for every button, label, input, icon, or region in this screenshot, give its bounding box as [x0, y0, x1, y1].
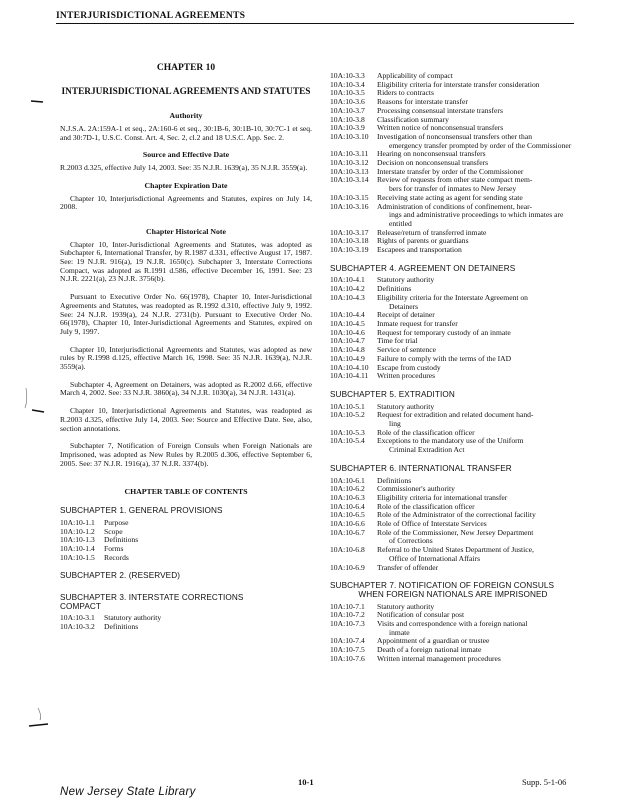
toc-title: Role of the classification officer	[377, 501, 475, 511]
toc-title: Riders to contracts	[377, 88, 434, 98]
toc-code: 10A:10-6.4	[330, 501, 365, 511]
toc-title-continued: of Corrections	[389, 536, 433, 546]
toc-item[interactable]	[330, 372, 576, 381]
subchapter-6-list	[330, 477, 576, 573]
toc-title-continued: inmate	[389, 627, 410, 637]
toc-title: Forms	[104, 543, 124, 553]
source-text: R.2003 d.325, effective July 14, 2003. See: 35 N.J.R. 1639(a), 35 N.J.R. 3559(a).	[60, 163, 308, 173]
toc-title	[377, 133, 576, 150]
toc-title: Definitions	[104, 622, 139, 632]
toc-title: Escapees and transportation	[377, 245, 462, 255]
history-heading: Chapter Historical Note	[146, 226, 226, 236]
toc-item[interactable]	[330, 276, 576, 285]
toc-title: Appointment of a guardian or trustee	[377, 636, 490, 646]
toc-code: 10A:10-7.1	[330, 601, 365, 611]
subchapter-3-continued-list	[330, 72, 576, 255]
toc-title: Written notice of nonconsensual transfers	[377, 123, 504, 133]
toc-code: 10A:10-4.10	[330, 362, 369, 372]
toc-title-line: Review of requests from other state compact mem-	[377, 175, 533, 185]
subchapter-5-list	[330, 403, 576, 455]
toc-code: 10A:10-3.11	[330, 149, 369, 159]
subchapter-7-heading-line-1: SUBCHAPTER 7. NOTIFICATION OF FOREIGN CONSULS	[330, 581, 555, 591]
toc-title-line: Role of the Commissioner, New Jersey Department	[377, 527, 534, 537]
toc-item[interactable]	[330, 81, 576, 90]
toc-code: 10A:10-1.2	[60, 526, 95, 536]
toc-title: Statutory authority	[104, 613, 162, 623]
toc-code: 10A:10-7.6	[330, 653, 365, 663]
subchapter-2-heading: SUBCHAPTER 2. (RESERVED)	[60, 571, 181, 581]
toc-title-continued: Criminal Extradition Act	[389, 445, 465, 455]
toc-title: Receipt of detainer	[377, 310, 435, 320]
toc-code: 10A:10-6.5	[330, 510, 365, 520]
toc-item[interactable]	[60, 614, 312, 623]
toc-code: 10A:10-7.4	[330, 636, 365, 646]
toc-code: 10A:10-5.3	[330, 427, 365, 437]
toc-item[interactable]	[330, 176, 576, 193]
toc-item[interactable]	[60, 536, 312, 545]
toc-code: 10A:10-4.8	[330, 345, 365, 355]
toc-item[interactable]	[60, 554, 312, 563]
chapter-title: INTERJURISDICTIONAL AGREEMENTS AND STATUTES	[61, 86, 311, 97]
toc-title: Rights of parents or guardians	[377, 236, 469, 246]
subchapter-3-list	[60, 614, 312, 631]
toc-title	[377, 529, 576, 546]
toc-code: 10A:10-3.6	[330, 97, 365, 107]
toc-title: Death of a foreign national inmate	[377, 645, 482, 655]
subchapter-5-heading: SUBCHAPTER 5. EXTRADITION	[330, 389, 455, 399]
toc-title: Statutory authority	[377, 601, 435, 611]
toc-title-line: Visits and correspondence with a foreign national	[377, 619, 528, 629]
toc-item[interactable]	[330, 329, 576, 338]
toc-title	[377, 546, 576, 563]
toc-title: Escape from custody	[377, 362, 441, 372]
toc-item[interactable]	[60, 545, 312, 554]
toc-code: 10A:10-4.2	[330, 284, 365, 294]
toc-title	[377, 176, 576, 193]
subchapter-1-list	[60, 519, 312, 563]
toc-code: 10A:10-1.3	[60, 535, 95, 545]
toc-code: 10A:10-1.5	[60, 552, 95, 562]
toc-code: 10A:10-3.8	[330, 114, 365, 124]
supplement-date: Supp. 5-1-06	[522, 777, 567, 787]
toc-title: Definitions	[104, 535, 139, 545]
toc-title: Reasons for interstate transfer	[377, 97, 468, 107]
subchapter-4-list	[330, 276, 576, 380]
toc-code: 10A:10-7.2	[330, 610, 365, 620]
toc-title: Time for trial	[377, 336, 418, 346]
toc-item[interactable]	[330, 564, 576, 573]
toc-title-continued: Detainers	[389, 301, 419, 311]
toc-title: Applicability of compact	[377, 71, 453, 80]
toc-item[interactable]	[330, 655, 576, 664]
expiration-text: Chapter 10, Interjurisdictional Agreements and Statutes, expires on July 14, 2008.	[60, 193, 312, 212]
toc-code: 10A:10-3.15	[330, 192, 369, 202]
toc-title-line: Eligibility criteria for the Interstate Agreement on	[377, 292, 528, 302]
toc-title-continued: Office of International Affairs	[389, 553, 481, 563]
toc-code: 10A:10-6.2	[330, 484, 365, 494]
toc-title: Receiving state acting as agent for sending state	[377, 192, 523, 202]
toc-code: 10A:10-1.1	[60, 517, 95, 527]
toc-title: Notification of consular post	[377, 610, 465, 620]
toc-code: 10A:10-3.7	[330, 105, 365, 115]
history-paragraph: Subchapter 7, Notification of Foreign Consuls when Foreign Nationals are Imprisoned, was adopted as New Rules by R.2005 d.306, effective September 6, 2005. See: 37 N.J.R. 1916(a), 37 N.J.R. 3374(b).	[60, 441, 312, 468]
toc-code: 10A:10-5.4	[330, 436, 365, 446]
toc-code: 10A:10-6.8	[330, 545, 365, 555]
library-watermark: New Jersey State Library	[60, 786, 196, 798]
history-paragraph: Chapter 10, Interjurisdictional Agreements and Statutes, was readopted as R.2003 d.325, effective July 14, 2003. See: Source and Effective Date. See, also, section annotations.	[60, 406, 312, 433]
toc-title-line: Administration of conditions of confinement, hear-	[377, 201, 533, 211]
toc-code: 10A:10-3.2	[60, 622, 95, 632]
toc-item[interactable]	[330, 107, 576, 116]
toc-item[interactable]	[330, 133, 576, 150]
toc-title: Definitions	[377, 475, 412, 485]
toc-item[interactable]	[60, 519, 312, 528]
toc-code: 10A:10-3.10	[330, 131, 369, 141]
toc-item[interactable]	[330, 411, 576, 428]
subchapter-4-heading: SUBCHAPTER 4. AGREEMENT ON DETAINERS	[330, 263, 516, 273]
authority-heading: Authority	[169, 111, 203, 121]
toc-code: 10A:10-6.3	[330, 492, 365, 502]
margin-mark-3	[28, 706, 50, 732]
toc-code: 10A:10-3.17	[330, 227, 369, 237]
toc-title: Written procedures	[377, 371, 436, 381]
toc-item[interactable]	[330, 203, 576, 229]
toc-code: 10A:10-4.11	[330, 371, 369, 381]
toc-item[interactable]	[330, 620, 576, 637]
subchapter-7-list	[330, 603, 576, 664]
toc-code: 10A:10-4.1	[330, 275, 365, 285]
toc-code: 10A:10-6.9	[330, 562, 365, 572]
toc-title: Classification summary	[377, 114, 449, 124]
toc-code: 10A:10-4.7	[330, 336, 365, 346]
toc-item[interactable]	[330, 546, 576, 563]
toc-title-continued: bers for transfer of inmates to New Jersey	[389, 184, 517, 194]
toc-title-continued: ings and administrative proceedings to which inmates are entitled	[389, 210, 564, 228]
toc-item[interactable]	[330, 337, 576, 346]
toc-title: Commissioner's authority	[377, 484, 455, 494]
toc-heading: CHAPTER TABLE OF CONTENTS	[124, 487, 248, 497]
toc-code: 10A:10-6.7	[330, 527, 365, 537]
toc-code: 10A:10-4.9	[330, 353, 365, 363]
expiration-heading: Chapter Expiration Date	[144, 180, 228, 190]
toc-item[interactable]	[330, 437, 576, 454]
toc-title: Statutory authority	[377, 275, 435, 285]
toc-code: 10A:10-3.4	[330, 79, 365, 89]
toc-code: 10A:10-3.19	[330, 245, 369, 255]
toc-code: 10A:10-3.16	[330, 201, 369, 211]
toc-title-line: Investigation of nonconsensual transfers other than	[377, 131, 532, 141]
history-paragraph: Subchapter 4, Agreement on Detainers, was adopted as R.2002 d.66, effective March 4, 2002. See: 33 N.J.R. 3860(a), 34 N.J.R. 1030(a), 34 N.J.R. 1431(a).	[60, 379, 312, 398]
toc-title	[377, 294, 576, 311]
toc-code: 10A:10-4.4	[330, 310, 365, 320]
authority-text: N.J.S.A. 2A:159A-1 et seq., 2A:160-6 et seq., 30:1B-6, 30:1B-10, 30:7C-1 et seq. and 30:7D-1, U.S.C. Const. Art. 4, Sec. 2, cl.2 and 18 U.S.C. App. Sec. 2.	[60, 124, 312, 142]
toc-code: 10A:10-4.5	[330, 318, 365, 328]
toc-title: Role of the Administrator of the correctional facility	[377, 510, 536, 520]
toc-item[interactable]	[60, 623, 312, 632]
toc-title-continued: emergency transfer prompted by order of the Commissioner	[389, 140, 572, 150]
margin-mark-1	[30, 95, 44, 107]
toc-title: Service of sentence	[377, 345, 437, 355]
toc-code: 10A:10-3.5	[330, 88, 365, 98]
page-number: 10-1	[298, 777, 314, 787]
toc-title: Records	[104, 552, 129, 562]
toc-code: 10A:10-6.1	[330, 475, 365, 485]
toc-title: Eligibility criteria for international transfer	[377, 492, 508, 502]
toc-title: Purpose	[104, 517, 129, 527]
toc-code: 10A:10-3.1	[60, 613, 95, 623]
toc-title: Role of the classification officer	[377, 427, 475, 437]
toc-code: 10A:10-5.1	[330, 401, 365, 411]
toc-code: 10A:10-7.5	[330, 645, 365, 655]
subchapter-7-heading-line-2: WHEN FOREIGN NATIONALS ARE IMPRISONED	[358, 589, 548, 599]
toc-title: Scope	[104, 526, 123, 536]
toc-title-line: Referral to the United States Department of Justice,	[377, 545, 534, 555]
subchapter-7-heading	[330, 582, 576, 599]
subchapter-3-heading: SUBCHAPTER 3. INTERSTATE CORRECTIONS COMPACT	[60, 593, 244, 611]
toc-title	[377, 411, 576, 428]
toc-code: 10A:10-7.3	[330, 619, 365, 629]
toc-code: 10A:10-3.12	[330, 158, 369, 168]
toc-title: Processing consensual interstate transfers	[377, 105, 503, 115]
toc-code: 10A:10-3.3	[330, 71, 365, 80]
toc-title: Definitions	[377, 284, 412, 294]
margin-mark-2	[24, 386, 46, 426]
toc-title	[377, 203, 576, 229]
right-column	[330, 72, 576, 664]
source-heading: Source and Effective Date	[142, 150, 230, 160]
running-header: INTERJURISDICTIONAL AGREEMENTS	[56, 10, 574, 24]
toc-code: 10A:10-4.3	[330, 292, 365, 302]
toc-code: 10A:10-1.4	[60, 543, 95, 553]
toc-title: Transfer of offender	[377, 562, 439, 572]
toc-title: Release/return of transferred inmate	[377, 227, 487, 237]
toc-code: 10A:10-3.14	[330, 175, 369, 185]
toc-code: 10A:10-6.6	[330, 519, 365, 529]
toc-title: Eligibility criteria for interstate transfer consideration	[377, 79, 540, 89]
toc-title-line: Request for extradition and related document hand-	[377, 410, 534, 420]
history-paragraph: Pursuant to Executive Order No. 66(1978), Chapter 10, Inter-Jurisdictional Agreements and Statutes, was readopted as R.1992 d.310, effective July 9, 1992. See: 24 N.J.R. 1939(a), 24 N.J.R. 2731(b). Pursuant to Executive Order No. 66(1978), Chapter 10, Inter-Jurisdictional Agreements and Statutes, expired on July 9, 1997.	[60, 292, 312, 336]
toc-code: 10A:10-3.18	[330, 236, 369, 246]
history-paragraph: Chapter 10, Inter-Jurisdictional Agreements and Statutes, was adopted as Subchapter 6, International Transfer, by R.1987 d.331, effective August 17, 1987. See: 19 N.J.R. 916(a), 19 N.J.R. 1650(c). Subchapter 3, Interstate Corrections Compact, was adopted as R.1991 d.586, effective December 16, 1991. See: 23 N.J.R. 2221(a), 23 N.J.R. 3756(b).	[60, 239, 312, 284]
toc-code: 10A:10-4.6	[330, 327, 365, 337]
toc-title: Request for temporary custody of an inmate	[377, 327, 511, 337]
subchapter-1-heading: SUBCHAPTER 1. GENERAL PROVISIONS	[60, 506, 223, 516]
chapter-number: CHAPTER 10	[156, 63, 216, 73]
toc-title: Statutory authority	[377, 401, 435, 411]
history-paragraph: Chapter 10, Interjurisdictional Agreements and Statutes, was adopted as new rules by R.1998 d.125, effective March 16, 1998. See: 35 N.J.R. 1639(a), N.J.R. 3559(a).	[60, 344, 312, 372]
toc-title: Decision on nonconsensual transfers	[377, 158, 489, 168]
toc-item[interactable]	[330, 246, 576, 255]
toc-item[interactable]	[330, 529, 576, 546]
toc-title: Failure to comply with the terms of the IAD	[377, 353, 512, 363]
toc-title: Inmate request for transfer	[377, 318, 458, 328]
toc-title: Role of Office of Interstate Services	[377, 519, 487, 529]
left-column	[60, 64, 312, 632]
toc-item[interactable]	[60, 528, 312, 537]
toc-code: 10A:10-3.13	[330, 166, 369, 176]
toc-item[interactable]	[330, 294, 576, 311]
toc-title-line: Exceptions to the mandatory use of the Uniform	[377, 436, 524, 446]
toc-title: Hearing on nonconsensual transfers	[377, 149, 486, 159]
toc-title	[377, 620, 576, 637]
subchapter-6-heading: SUBCHAPTER 6. INTERNATIONAL TRANSFER	[330, 463, 512, 473]
toc-code: 10A:10-5.2	[330, 410, 365, 420]
toc-title-continued: ling	[389, 419, 401, 429]
toc-title: Interstate transfer by order of the Commissioner	[377, 166, 524, 176]
toc-code: 10A:10-3.9	[330, 123, 365, 133]
toc-title	[377, 437, 576, 454]
toc-title: Written internal management procedures	[377, 653, 501, 663]
